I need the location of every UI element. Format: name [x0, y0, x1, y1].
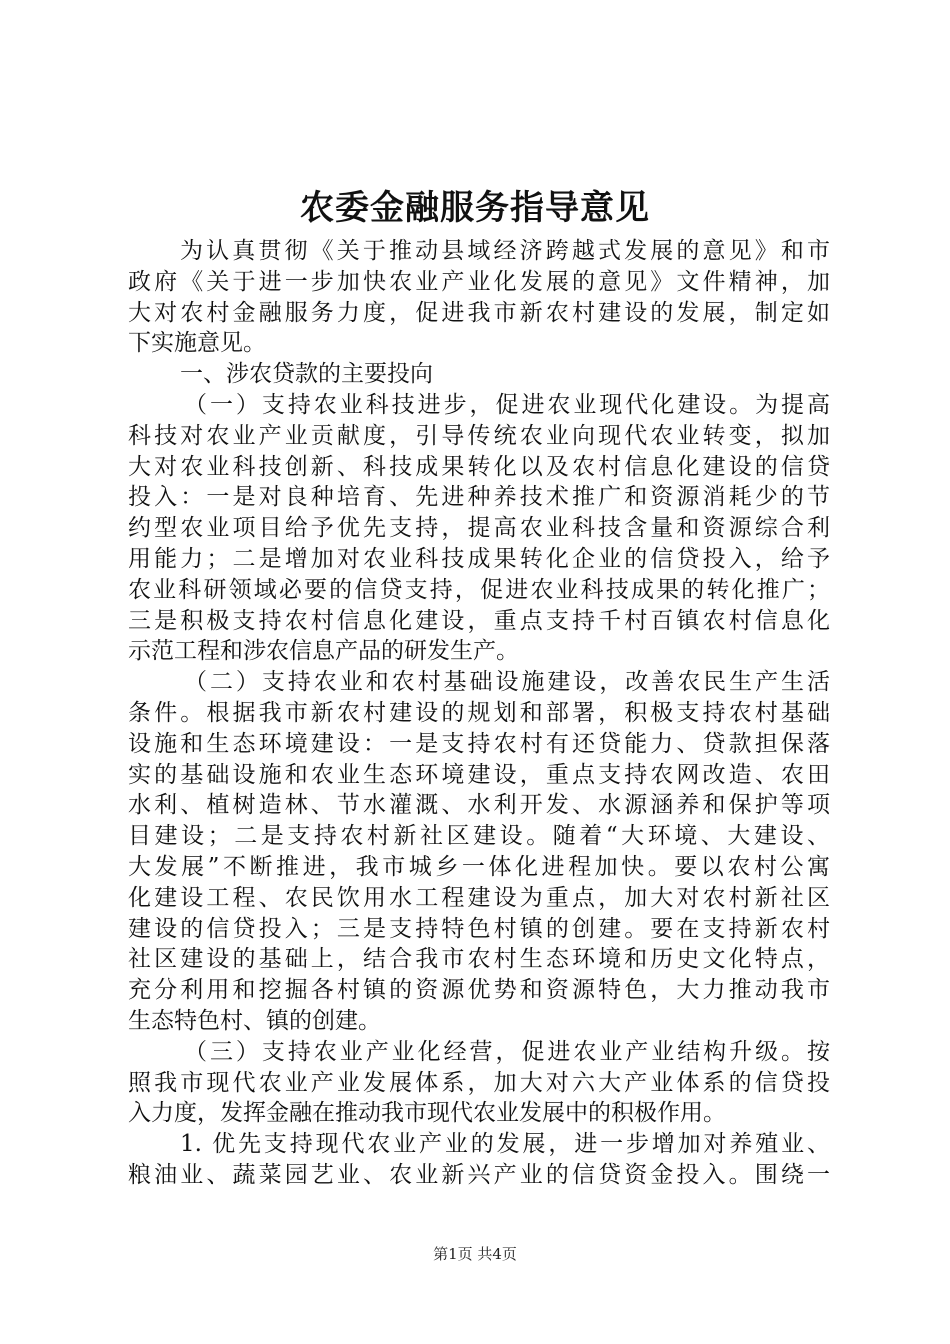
text-line: 为认真贯彻《关于推动县域经济跨越式发展的意见》和市 — [180, 238, 830, 264]
text-line: 科技对农业产业贡献度，引导传统农业向现代农业转变，拟加 — [128, 422, 830, 449]
text-line: 设施和生态环境建设：一是支持农村有还贷能力、贷款担保落 — [128, 730, 830, 757]
text-line: 1. 优先支持现代农业产业的发展，进一步增加对养殖业、 — [180, 1131, 830, 1158]
text-line: 水利、植树造林、节水灌溉、水利开发、水源涵养和保护等项 — [128, 792, 830, 819]
text-line: （二）支持农业和农村基础设施建设，改善农民生产生活 — [184, 669, 830, 696]
text-line: （三）支持农业产业化经营，促进农业产业结构升级。按 — [184, 1038, 830, 1065]
document-body — [128, 236, 830, 1191]
text-line: 下实施意见。 — [128, 330, 266, 357]
section-heading: 一、涉农贷款的主要投向 — [180, 361, 433, 388]
text-line: 化建设工程、农民饮用水工程建设为重点，加大对农村新社区 — [128, 884, 830, 911]
text-line: 约型农业项目给予优先支持，提高农业科技含量和资源综合利 — [128, 515, 830, 542]
text-line: 农业科研领域必要的信贷支持，促进农业科技成果的转化推广； — [128, 576, 830, 603]
text-line: 目建设；二是支持农村新社区建设。随着“大环境、大建设、 — [128, 823, 830, 850]
text-line: 示范工程和涉农信息产品的研发生产。 — [128, 638, 519, 665]
text-line: （一）支持农业科技进步，促进农业现代化建设。为提高 — [184, 391, 830, 418]
text-line: 大对农村金融服务力度，促进我市新农村建设的发展，制定如 — [128, 299, 830, 326]
text-line: 照我市现代农业产业发展体系，加大对六大产业体系的信贷投 — [128, 1069, 830, 1096]
text-line: 充分利用和挖掘各村镇的资源优势和资源特色，大力推动我市 — [128, 977, 830, 1004]
text-line: 大发展”不断推进，我市城乡一体化进程加快。要以农村公寓 — [128, 853, 830, 880]
text-line: 建设的信贷投入；三是支持特色村镇的创建。要在支持新农村 — [128, 915, 830, 942]
text-line: 入力度，发挥金融在推动我市现代农业发展中的积极作用。 — [128, 1100, 726, 1127]
text-line: 粮油业、蔬菜园艺业、农业新兴产业的信贷资金投入。围绕一 — [128, 1161, 830, 1188]
text-line: 三是积极支持农村信息化建设，重点支持千村百镇农村信息化 — [128, 607, 830, 634]
text-line: 政府《关于进一步加快农业产业化发展的意见》文件精神，加 — [128, 268, 830, 295]
page-indicator: 第1页 共4页 — [433, 1245, 517, 1263]
document-title: 农委金融服务指导意见 — [300, 188, 650, 228]
text-line: 投入：一是对良种培育、先进种养技术推广和资源消耗少的节 — [128, 484, 830, 511]
text-line: 大对农业科技创新、科技成果转化以及农村信息化建设的信贷 — [128, 453, 830, 480]
text-line: 实的基础设施和农业生态环境建设，重点支持农网改造、农田 — [128, 761, 830, 788]
text-line: 条件。根据我市新农村建设的规划和部署，积极支持农村基础 — [128, 699, 830, 726]
text-line: 社区建设的基础上，结合我市农村生态环境和历史文化特点， — [128, 946, 830, 973]
text-line: 生态特色村、镇的创建。 — [128, 1007, 381, 1034]
text-line: 用能力；二是增加对农业科技成果转化企业的信贷投入，给予 — [128, 545, 830, 572]
